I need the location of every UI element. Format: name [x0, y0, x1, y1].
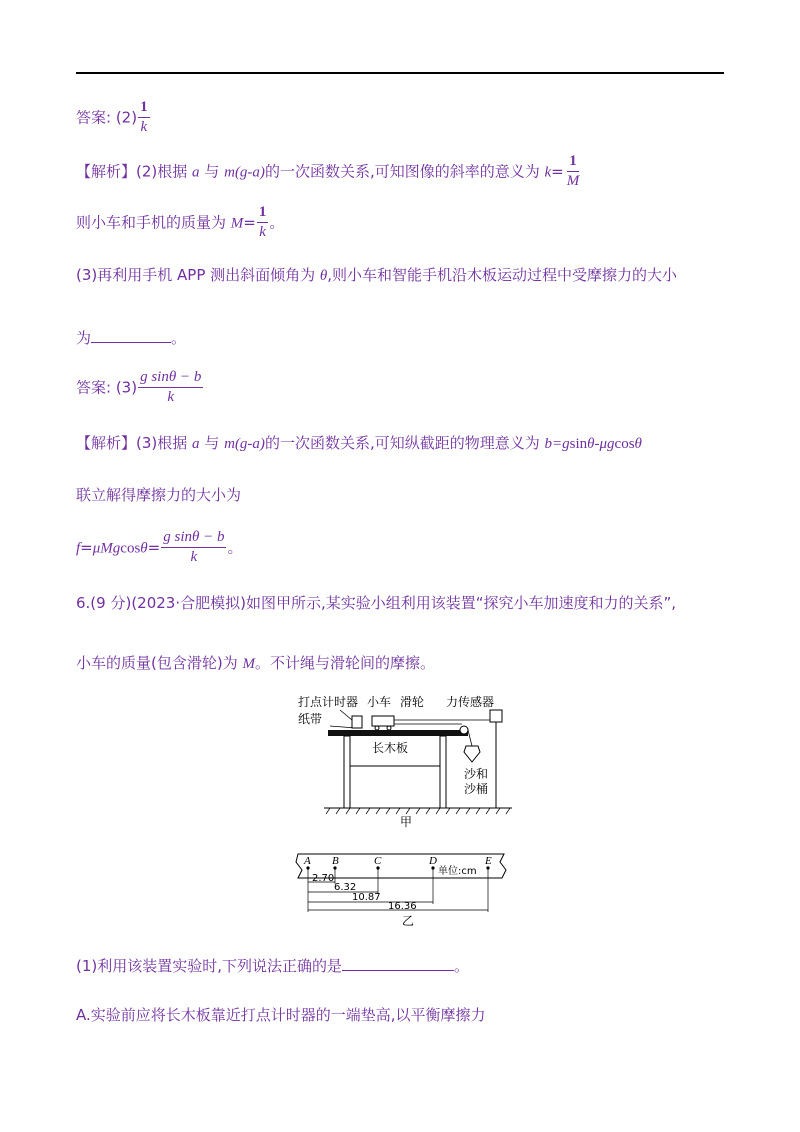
question-6-line-2: 小车的质量(包含滑轮)为 M。不计绳与滑轮间的摩擦。: [76, 654, 435, 672]
answer-label: 答案: (3): [76, 378, 138, 397]
fraction: $\frac{1}{k}$: [140, 99, 148, 135]
answer-blank: [91, 330, 171, 343]
answer-label: 答案: (2): [76, 108, 138, 127]
pulley-shape: [460, 726, 468, 734]
option-a: A.实验前应将长木板靠近打点计时器的一端垫高,以平衡摩擦力: [76, 1006, 486, 1024]
cart-shape: [372, 716, 394, 726]
label-sensor: 力传感器: [446, 695, 495, 709]
question-6-1: (1)利用该装置实验时,下列说法正确的是 。: [76, 957, 470, 975]
point-b: B: [332, 855, 339, 867]
dist-ab: 2.70: [312, 873, 335, 884]
fraction: $\frac{1}{k}$: [258, 204, 267, 240]
point-c: C: [374, 855, 382, 867]
question-3-line-1: (3)再利用手机 APP 测出斜面倾角为 θ,则小车和智能手机沿木板运动过程中受摩擦力的大小: [76, 266, 678, 284]
fraction: $\frac{\text{g sinθ − b}}{k}$: [140, 369, 202, 405]
analysis-3: 【解析】(3)根据 a 与 m(g-a)的一次函数关系,可知纵截距的物理意义为 b=gsinθ-μgcosθ: [76, 434, 642, 452]
sand-bucket-shape: [464, 746, 480, 762]
analysis-2: 【解析】(2)根据 a 与 m(g-a)的一次函数关系,可知图像的斜率的意义为 k= $\frac{1}{M}$: [76, 153, 580, 189]
label-sand-2: 沙桶: [464, 782, 489, 796]
point-e: E: [485, 855, 492, 867]
label-cart: 小车: [367, 695, 392, 709]
fraction: $\frac{1}{M}$: [566, 153, 580, 189]
fraction: $\frac{\text{g sinθ − b}}{k}$: [163, 529, 225, 565]
unit-label: 单位:cm: [438, 866, 477, 877]
point-a: A: [304, 855, 311, 867]
question-6-line-1: 6.(9 分)(2023·合肥模拟)如图甲所示,某实验小组利用该装置“探究小车加速度和力的关系”,: [76, 594, 677, 612]
caption-yi: 乙: [402, 914, 415, 928]
header-rule: [76, 72, 724, 74]
timer-shape: [352, 716, 362, 728]
dist-ad: 10.87: [352, 892, 381, 903]
answer-2: [76, 100, 151, 136]
dist-ae: 16.36: [388, 901, 417, 912]
label-sand-1: 沙和: [464, 767, 489, 781]
caption-jia: 甲: [400, 815, 413, 829]
answer-blank: [342, 958, 454, 971]
label-timer: 打点计时器: [298, 695, 359, 709]
answer-3: [76, 370, 204, 406]
apparatus-figure: [290, 690, 520, 830]
friction-formula: f=μMgcosθ= $\frac{\text{g sinθ − b}}{k}$ 。: [76, 529, 243, 565]
question-3-line-2: 为 。: [76, 329, 187, 347]
sensor-shape: [490, 710, 502, 722]
dist-ac: 6.32: [334, 882, 357, 893]
tape-figure: [290, 848, 520, 930]
label-pulley: 滑轮: [400, 695, 425, 709]
mass-line: 则小车和手机的质量为 M= $\frac{1}{k}$ 。: [76, 204, 285, 240]
label-board: 长木板: [372, 741, 409, 755]
label-tape: 纸带: [298, 712, 323, 726]
board-shape: [328, 730, 468, 736]
point-d: D: [429, 855, 437, 867]
joint-solve-text: 联立解得摩擦力的大小为: [76, 486, 242, 504]
